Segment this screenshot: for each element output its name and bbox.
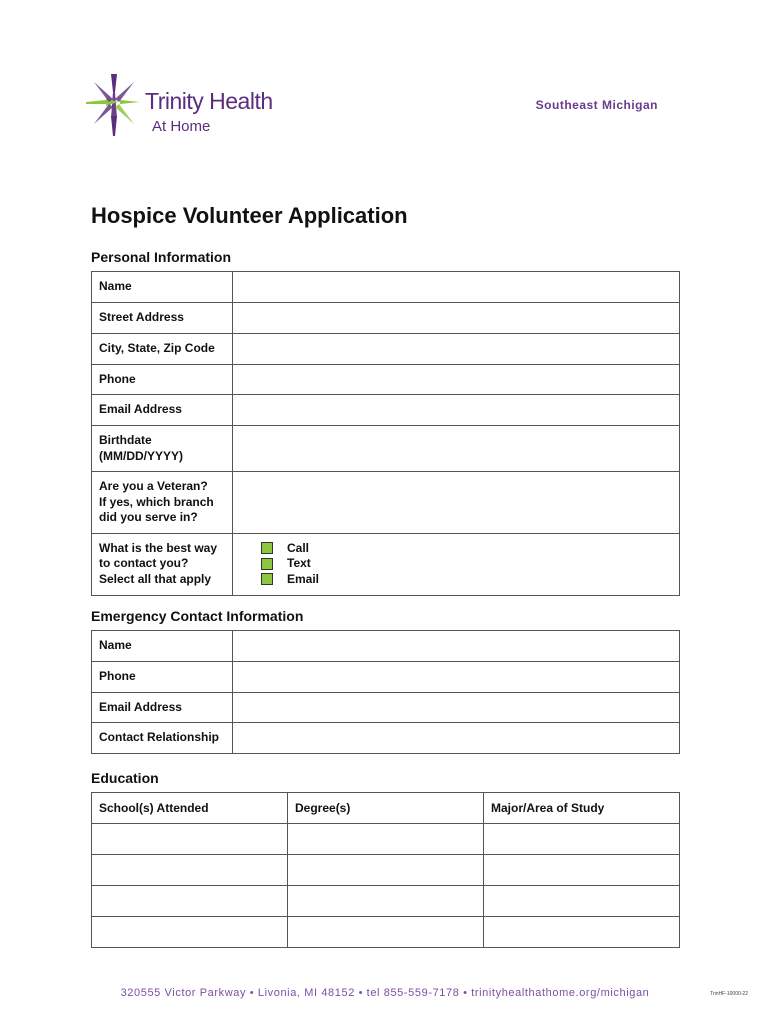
ec-name-field[interactable] — [233, 631, 680, 662]
education-row — [92, 824, 680, 855]
school-field[interactable] — [92, 886, 288, 917]
name-label: Name — [92, 272, 233, 303]
contact-option-text[interactable]: Text — [261, 556, 672, 572]
checkbox-icon[interactable] — [261, 573, 273, 585]
education-col-major: Major/Area of Study — [484, 793, 680, 824]
street-address-field[interactable] — [233, 302, 680, 333]
education-col-degree: Degree(s) — [288, 793, 484, 824]
phone-label: Phone — [92, 364, 233, 395]
degree-field[interactable] — [288, 824, 484, 855]
education-row — [92, 886, 680, 917]
ec-email-label: Email Address — [92, 692, 233, 723]
major-field[interactable] — [484, 886, 680, 917]
region-label: Southeast Michigan — [535, 98, 658, 112]
major-field[interactable] — [484, 855, 680, 886]
school-field[interactable] — [92, 917, 288, 948]
ec-relationship-field[interactable] — [233, 723, 680, 754]
education-heading: Education — [91, 770, 159, 786]
school-field[interactable] — [92, 855, 288, 886]
city-state-zip-field[interactable] — [233, 333, 680, 364]
personal-info-heading: Personal Information — [91, 249, 232, 265]
email-field[interactable] — [233, 395, 680, 426]
form-code: TrinHF-10000-22 — [710, 991, 748, 997]
ec-relationship-label: Contact Relationship — [92, 723, 233, 754]
contact-option-call[interactable]: Call — [261, 541, 672, 557]
city-state-zip-label: City, State, Zip Code — [92, 333, 233, 364]
education-table — [91, 792, 680, 948]
trinity-health-logo — [84, 72, 284, 138]
ec-email-field[interactable] — [233, 692, 680, 723]
cross-logo-icon — [84, 72, 144, 138]
checkbox-icon[interactable] — [261, 558, 273, 570]
school-field[interactable] — [92, 824, 288, 855]
degree-field[interactable] — [288, 917, 484, 948]
major-field[interactable] — [484, 824, 680, 855]
ec-phone-label: Phone — [92, 661, 233, 692]
emergency-contact-heading: Emergency Contact Information — [91, 608, 304, 624]
veteran-field[interactable] — [233, 472, 680, 534]
brand-subtitle: At Home — [152, 118, 211, 135]
brand-name: Trinity Health — [145, 88, 273, 114]
contact-method-options — [233, 533, 680, 595]
page-title: Hospice Volunteer Application — [91, 203, 408, 228]
education-col-school: School(s) Attended — [92, 793, 288, 824]
street-address-label: Street Address — [92, 302, 233, 333]
ec-phone-field[interactable] — [233, 661, 680, 692]
major-field[interactable] — [484, 917, 680, 948]
contact-method-label: What is the best way to contact you? Select all that apply — [92, 533, 233, 595]
phone-field[interactable] — [233, 364, 680, 395]
contact-option-email[interactable]: Email — [261, 572, 672, 588]
name-field[interactable] — [233, 272, 680, 303]
emergency-contact-table — [91, 630, 680, 754]
birthdate-label: Birthdate (MM/DD/YYYY) — [92, 426, 233, 472]
ec-name-label: Name — [92, 631, 233, 662]
education-row — [92, 917, 680, 948]
degree-field[interactable] — [288, 855, 484, 886]
degree-field[interactable] — [288, 886, 484, 917]
veteran-label: Are you a Veteran? If yes, which branch did you serve in? — [92, 472, 233, 534]
email-label: Email Address — [92, 395, 233, 426]
education-row — [92, 855, 680, 886]
birthdate-field[interactable] — [233, 426, 680, 472]
personal-info-table — [91, 271, 680, 596]
footer-contact: 320555 Victor Parkway • Livonia, MI 48152 • tel 855-559-7178 • trinityhealthathome.org/michigan — [120, 987, 650, 999]
checkbox-icon[interactable] — [261, 542, 273, 554]
